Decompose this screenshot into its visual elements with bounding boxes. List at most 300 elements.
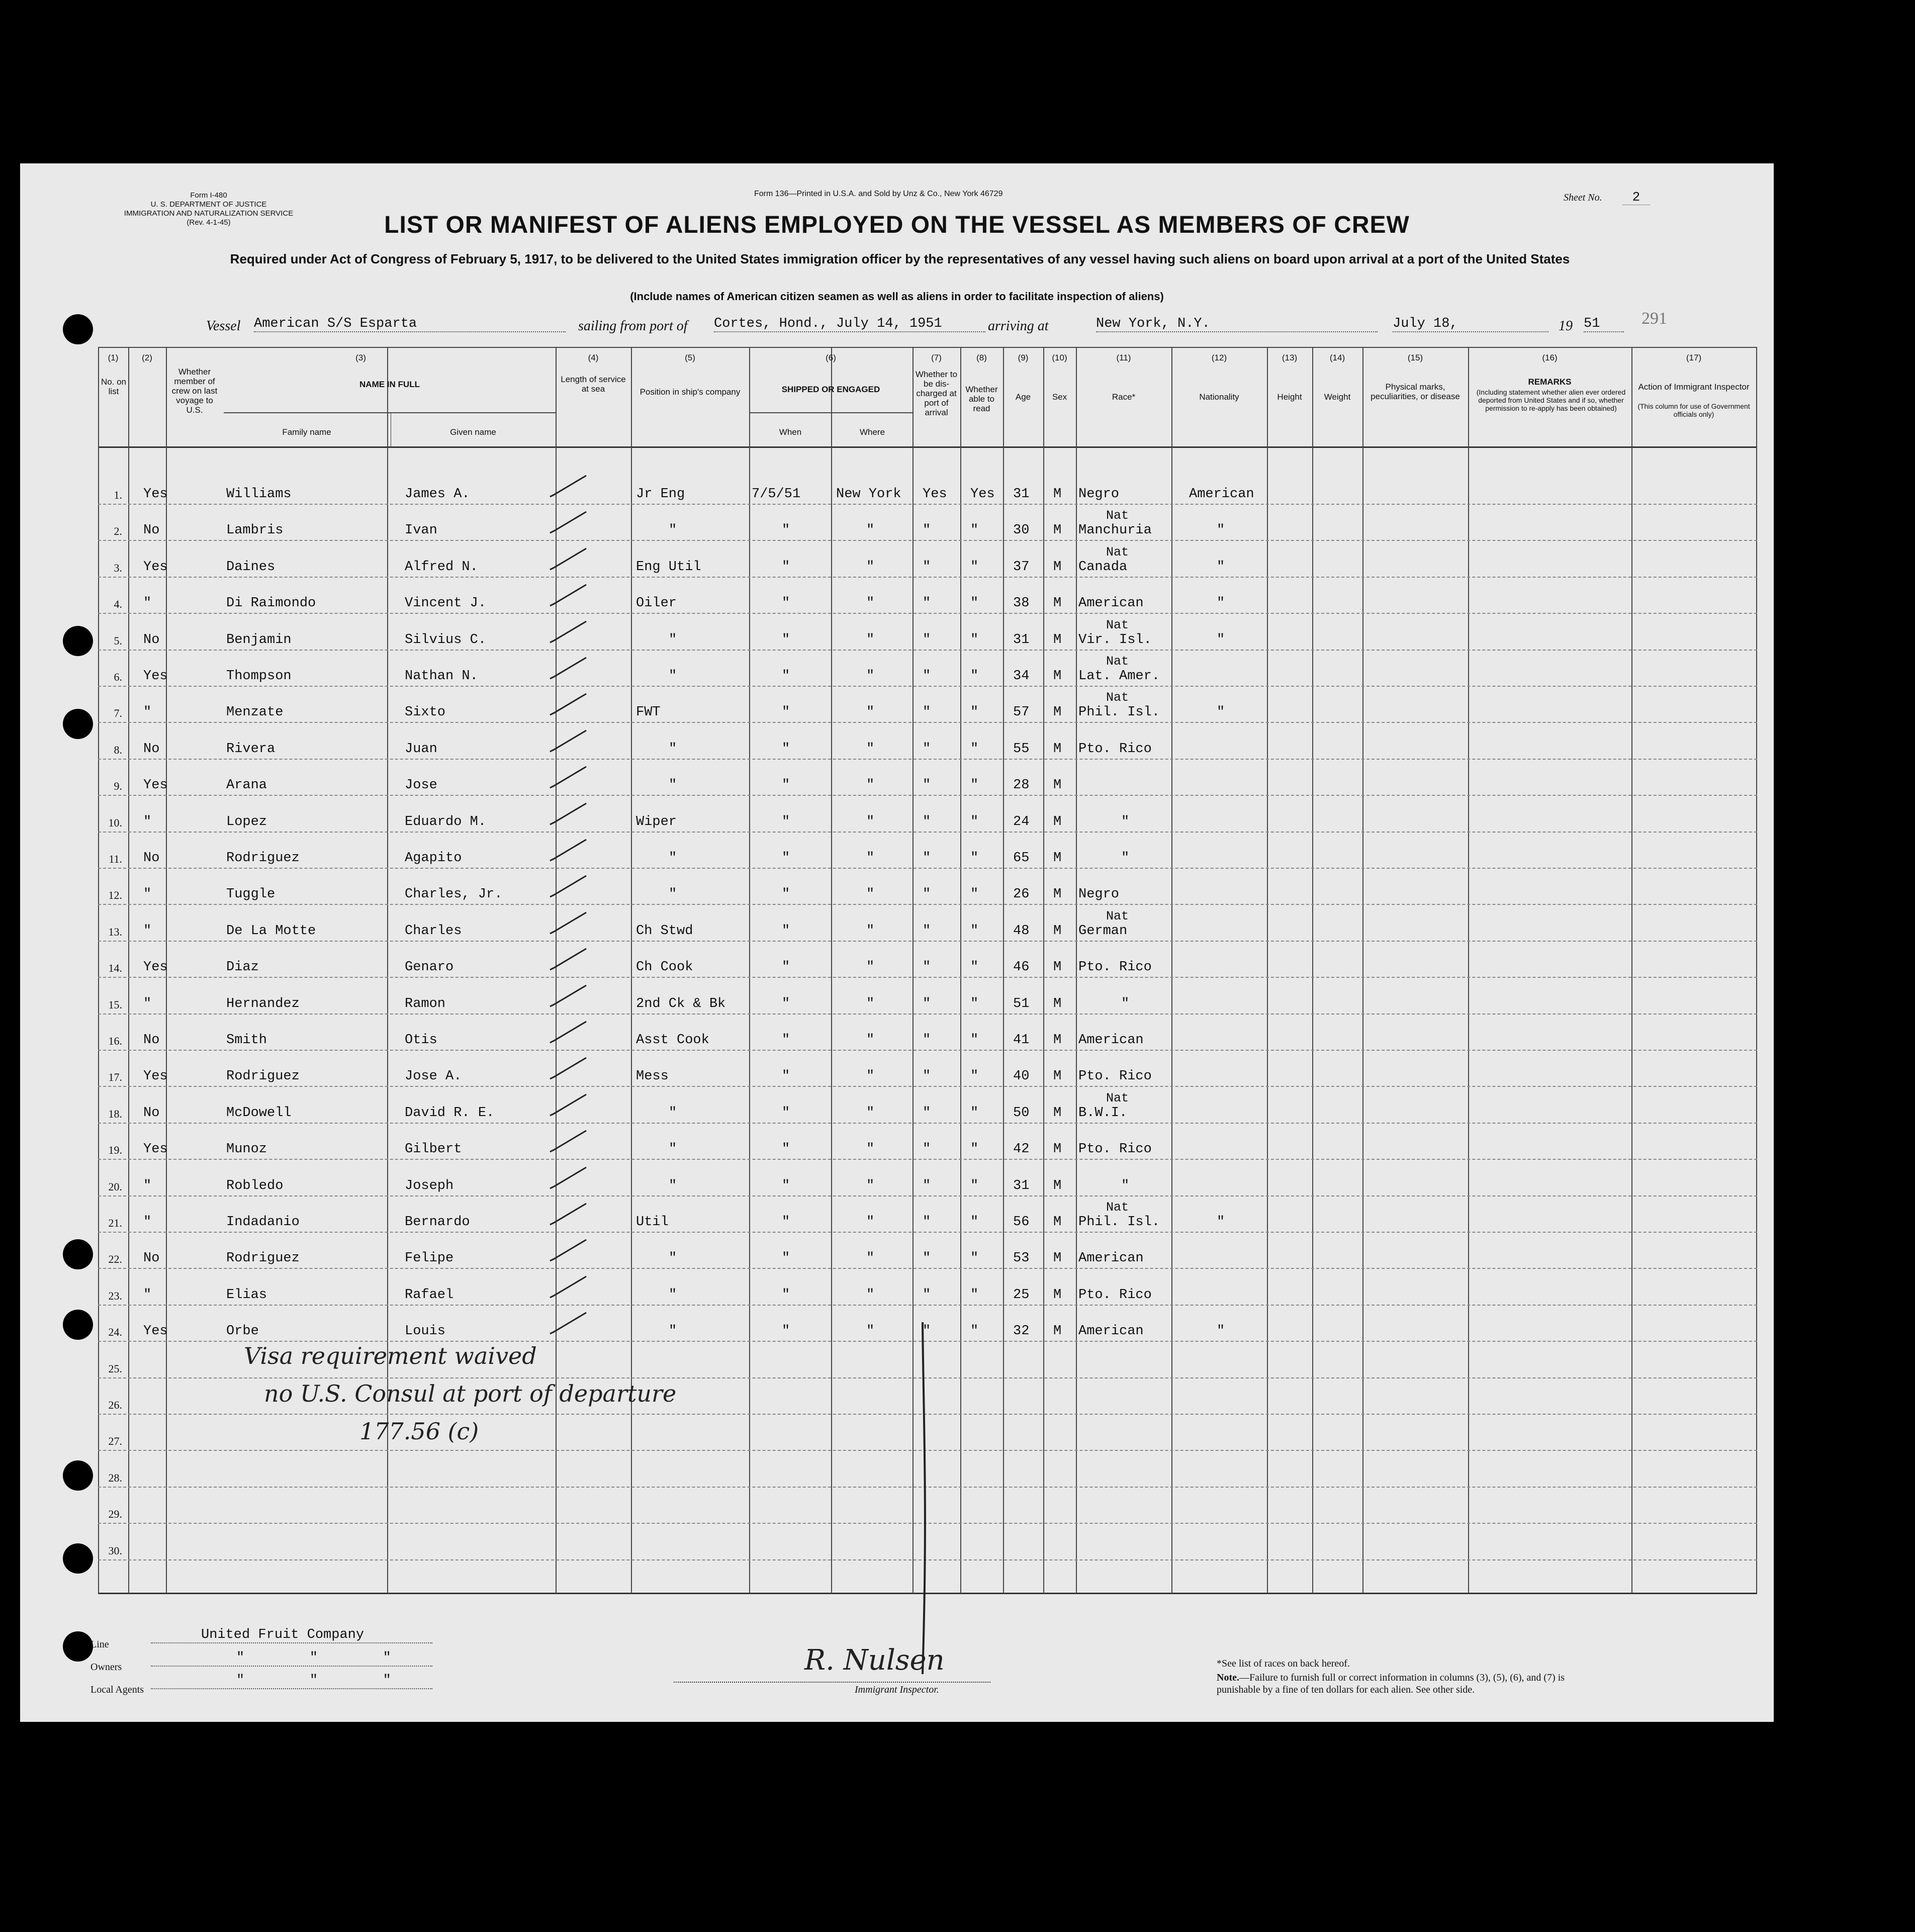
nationality-cell: " [1217, 632, 1225, 648]
family-name-cell: Indadanio [226, 1215, 300, 1230]
row-number: 5. [114, 634, 122, 647]
sex-cell: M [1053, 851, 1062, 866]
line-label: Line [90, 1639, 109, 1650]
service-tick-mark [548, 1166, 588, 1189]
race-cell: American [1078, 1251, 1144, 1266]
arrival-year: 51 [1584, 316, 1624, 332]
discharged-cell: " [923, 851, 931, 866]
col-head-sex: Sex [1052, 392, 1067, 402]
col-head-action-sub: (This column for use of Government officials only) [1637, 402, 1750, 418]
table-row [98, 469, 1757, 505]
position-cell: " [669, 1324, 677, 1339]
row-number: 28. [108, 1471, 122, 1484]
shipped-where-cell: " [866, 559, 875, 575]
punch-hole [63, 1239, 93, 1269]
document-title: LIST OR MANIFEST OF ALIENS EMPLOYED ON THE VESSEL AS MEMBERS OF CREW [384, 212, 1410, 238]
family-name-cell: Munoz [226, 1142, 267, 1157]
position-cell: " [669, 778, 677, 793]
position-cell: Ch Stwd [636, 923, 693, 939]
row-number: 4. [114, 598, 122, 611]
position-cell: Util [636, 1215, 669, 1230]
shipped-where-cell: New York [836, 487, 901, 502]
row-number: 16. [108, 1035, 122, 1047]
age-cell: 31 [1013, 1178, 1030, 1193]
given-name-cell: Jose A. [405, 1069, 462, 1084]
form-identifier: Form I-480 U. S. DEPARTMENT OF JUSTICE IMMIGRATION AND NATURALIZATION SERVICE (Rev. 4-1-45) [124, 191, 294, 227]
shipped-when-cell: " [782, 1324, 790, 1339]
family-name-cell: Elias [226, 1287, 267, 1303]
able-read-cell: " [970, 705, 979, 720]
family-name-cell: Daines [226, 559, 276, 575]
given-name-cell: Jose [405, 778, 437, 793]
family-name-cell: McDowell [226, 1105, 292, 1121]
shipped-where-cell: " [866, 596, 875, 611]
col-num-16: (16) [1542, 353, 1558, 362]
discharged-cell: " [923, 996, 931, 1011]
race-prefix-cell: Nat [1106, 690, 1129, 705]
race-cell: German [1078, 923, 1128, 939]
col-head-shipped: SHIPPED OR ENGAGED [781, 385, 880, 394]
service-tick-mark [548, 475, 588, 498]
able-read-cell: " [970, 1178, 979, 1193]
able-read-cell: " [970, 1105, 979, 1121]
arriving-label: arriving at [988, 318, 1049, 334]
table-row [98, 1051, 1757, 1087]
table-top-rule [98, 347, 1757, 348]
discharged-cell: " [923, 960, 931, 975]
table-row [98, 505, 1757, 541]
service-tick-mark [548, 693, 588, 716]
given-name-cell: Gilbert [405, 1142, 462, 1157]
sex-cell: M [1053, 669, 1062, 684]
position-cell: Oiler [636, 596, 677, 611]
shipped-when-cell: " [782, 1215, 790, 1230]
position-cell: " [669, 669, 677, 684]
able-read-cell: " [970, 1142, 979, 1157]
discharged-cell: " [923, 778, 931, 793]
col-head-family: Family name [282, 427, 331, 437]
handwritten-code-note: 177.56 (c) [359, 1418, 479, 1445]
col-head-read: Whether able to read [965, 385, 998, 413]
position-cell: Eng Util [636, 559, 701, 575]
position-cell: " [669, 887, 677, 902]
table-row [98, 1269, 1757, 1306]
penalty-note [1217, 1672, 1609, 1696]
able-read-cell: " [970, 851, 979, 866]
given-name-cell: James A. [405, 487, 470, 502]
position-cell: Jr Eng [636, 487, 685, 502]
discharged-cell: " [923, 523, 931, 538]
family-name-cell: Lambris [226, 523, 284, 538]
service-tick-mark [548, 1312, 588, 1335]
given-name-cell: Joseph [405, 1178, 454, 1193]
family-name-cell: Thompson [226, 669, 292, 684]
shipped-when-cell: " [782, 523, 790, 538]
service-tick-mark [548, 766, 588, 789]
member-cell: Yes [143, 559, 168, 575]
nationality-cell: American [1189, 487, 1254, 502]
inclusion-note: (Include names of American citizen seamen as well as aliens in order to facilitate inspection of aliens) [630, 290, 1164, 303]
discharged-cell: " [923, 705, 931, 720]
col-head-height: Height [1277, 392, 1302, 402]
row-number: 11. [109, 853, 122, 865]
service-tick-mark [548, 1021, 588, 1044]
arrival-port: New York, N.Y. [1096, 316, 1378, 332]
position-cell: " [669, 523, 677, 538]
sex-cell: M [1053, 705, 1062, 720]
discharged-cell: " [923, 1105, 931, 1121]
punch-hole [63, 1631, 93, 1662]
sex-cell: M [1053, 559, 1062, 575]
age-cell: 48 [1013, 923, 1030, 939]
shipped-when-cell: " [782, 887, 790, 902]
col-num-14: (14) [1329, 353, 1345, 362]
shipped-where-cell: " [866, 887, 875, 902]
table-row [98, 942, 1757, 978]
header-rule [98, 446, 1757, 448]
given-name-cell: David R. E. [405, 1105, 495, 1121]
able-read-cell: " [970, 1215, 979, 1230]
shipped-subrule [749, 412, 913, 413]
row-number: 2. [114, 525, 122, 538]
row-number: 8. [114, 743, 122, 756]
race-cell: Manchuria [1078, 523, 1152, 538]
table-row [98, 541, 1757, 578]
member-cell: Yes [143, 1324, 168, 1339]
col-head-remarks: REMARKS [1528, 377, 1572, 387]
given-name-cell: Louis [405, 1324, 446, 1339]
punch-hole [63, 1460, 93, 1491]
col-num-2: (2) [142, 353, 152, 362]
able-read-cell: " [970, 523, 979, 538]
able-read-cell: " [970, 814, 979, 830]
service-tick-mark [548, 875, 588, 898]
sex-cell: M [1053, 741, 1062, 757]
col-num-3: (3) [355, 353, 366, 362]
col-head-physical: Physical marks, peculiarities, or disease [1371, 382, 1460, 401]
col-head-no: No. on list [101, 377, 127, 396]
race-cell: Phil. Isl. [1078, 1215, 1160, 1230]
row-number: 22. [108, 1253, 122, 1266]
table-row [98, 869, 1757, 905]
given-name-cell: Eduardo M. [405, 814, 487, 830]
race-prefix-cell: Nat [1106, 617, 1129, 632]
line-value: United Fruit Company [151, 1627, 432, 1643]
given-name-cell: Charles, Jr. [405, 887, 503, 902]
shipped-when-cell: " [782, 559, 790, 575]
race-prefix-cell: Nat [1106, 508, 1129, 523]
name-subrule [224, 412, 556, 413]
table-row [98, 1233, 1757, 1269]
discharged-cell: " [923, 814, 931, 830]
member-cell: " [143, 1287, 152, 1303]
sex-cell: M [1053, 1142, 1062, 1157]
shipped-when-cell: " [782, 596, 790, 611]
manifest-sheet [20, 163, 1774, 1722]
race-cell: Pto. Rico [1078, 1142, 1152, 1157]
handwritten-vertical-stroke [913, 1322, 943, 1674]
age-cell: 65 [1013, 851, 1030, 866]
family-name-cell: Rodriguez [226, 851, 300, 866]
sex-cell: M [1053, 887, 1062, 902]
col-head-nationality: Nationality [1199, 392, 1239, 402]
given-name-cell: Alfred N. [405, 559, 478, 575]
able-read-cell: " [970, 887, 979, 902]
discharged-cell: " [923, 1324, 931, 1339]
sex-cell: M [1053, 632, 1062, 648]
service-tick-mark [548, 584, 588, 607]
row-number: 18. [108, 1107, 122, 1120]
sex-cell: M [1053, 996, 1062, 1011]
family-name-cell: Orbe [226, 1324, 259, 1339]
punch-hole [63, 626, 93, 656]
discharged-cell: " [923, 1178, 931, 1193]
family-name-cell: Benjamin [226, 632, 292, 648]
sex-cell: M [1053, 1105, 1062, 1121]
race-cell: Pto. Rico [1078, 960, 1152, 975]
owners-label: Owners [90, 1662, 122, 1673]
discharged-cell: " [923, 741, 931, 757]
discharged-cell: " [923, 1033, 931, 1048]
sex-cell: M [1053, 487, 1062, 502]
position-cell: Ch Cook [636, 960, 693, 975]
col-head-weight: Weight [1324, 392, 1351, 402]
discharged-cell: " [923, 923, 931, 939]
table-row [98, 687, 1757, 723]
punch-hole [63, 709, 93, 739]
race-prefix-cell: Nat [1106, 544, 1129, 560]
able-read-cell: " [970, 596, 979, 611]
race-cell: American [1078, 1033, 1144, 1048]
col-head-length: Length of service at sea [561, 375, 626, 394]
given-name-cell: Nathan N. [405, 669, 478, 684]
col-num-7: (7) [931, 353, 942, 362]
age-cell: 26 [1013, 887, 1030, 902]
age-cell: 38 [1013, 596, 1030, 611]
race-cell: Phil. Isl. [1078, 705, 1160, 720]
signature-line [674, 1682, 990, 1683]
family-name-cell: Lopez [226, 814, 267, 830]
given-name-cell: Vincent J. [405, 596, 487, 611]
shipped-where-cell: " [866, 632, 875, 648]
row-number: 20. [108, 1180, 122, 1193]
age-cell: 41 [1013, 1033, 1030, 1048]
table-row [98, 1015, 1757, 1051]
able-read-cell: " [970, 741, 979, 757]
col-head-age: Age [1015, 392, 1031, 402]
row-number: 14. [108, 962, 122, 975]
owners-value: " " " [151, 1650, 432, 1667]
table-row [98, 578, 1757, 614]
departure-port: Cortes, Hond., July 14, 1951 [714, 316, 985, 332]
service-tick-mark [548, 911, 588, 935]
document-subtitle: Required under Act of Congress of February 5, 1917, to be delivered to the United States immigration officer by the representatives of any vessel having such aliens on board upon arrival at a port of the United States [230, 251, 1570, 266]
local-agents-value: " " " [151, 1673, 432, 1689]
age-cell: 46 [1013, 960, 1030, 975]
shipped-when-cell: " [782, 778, 790, 793]
member-cell: Yes [143, 1142, 168, 1157]
given-name-cell: Charles [405, 923, 462, 939]
age-cell: 57 [1013, 705, 1030, 720]
shipped-where-cell: " [866, 1105, 875, 1121]
year-prefix: 19 [1559, 318, 1573, 334]
inspector-label: Immigrant Inspector. [855, 1684, 939, 1695]
table-row [98, 1197, 1757, 1233]
age-cell: 51 [1013, 996, 1030, 1011]
member-cell: No [143, 523, 160, 538]
col-num-9: (9) [1018, 353, 1029, 362]
family-name-cell: Robledo [226, 1178, 284, 1193]
page-stamp: 291 [1642, 309, 1667, 328]
col-num-13: (13) [1282, 353, 1298, 362]
row-number: 25. [108, 1362, 122, 1375]
member-cell: No [143, 1251, 160, 1266]
local-agents-label: Local Agents [90, 1684, 144, 1695]
shipped-when-cell: " [782, 996, 790, 1011]
family-name-cell: Rivera [226, 741, 276, 757]
sailing-label: sailing from port of [578, 318, 688, 334]
service-tick-mark [548, 1203, 588, 1226]
col-head-race: Race* [1112, 392, 1136, 402]
col-head-where: Where [859, 427, 885, 437]
row-number: 12. [108, 889, 122, 902]
member-cell: " [143, 596, 152, 611]
shipped-where-cell: " [866, 705, 875, 720]
service-tick-mark [548, 547, 588, 571]
position-cell: " [669, 1105, 677, 1121]
member-cell: " [143, 814, 152, 830]
shipped-where-cell: " [866, 778, 875, 793]
race-note: *See list of races on back hereof. [1217, 1658, 1350, 1669]
sex-cell: M [1053, 1033, 1062, 1048]
punch-hole [63, 314, 93, 344]
able-read-cell: " [970, 669, 979, 684]
shipped-where-cell: " [866, 814, 875, 830]
position-cell: " [669, 741, 677, 757]
age-cell: 56 [1013, 1215, 1030, 1230]
shipped-where-cell: " [866, 1287, 875, 1303]
age-cell: 28 [1013, 778, 1030, 793]
shipped-where-cell: " [866, 1324, 875, 1339]
race-prefix-cell: Nat [1106, 654, 1129, 669]
race-cell: " [1121, 1178, 1130, 1193]
able-read-cell: " [970, 960, 979, 975]
shipped-when-cell: 7/5/51 [752, 487, 801, 502]
given-name-cell: Silvius C. [405, 632, 487, 648]
arrival-date: July 18, [1393, 316, 1548, 332]
member-cell: " [143, 1215, 152, 1230]
service-tick-mark [548, 657, 588, 680]
age-cell: 32 [1013, 1324, 1030, 1339]
shipped-when-cell: " [782, 1033, 790, 1048]
col-num-4: (4) [588, 353, 599, 362]
table-row [98, 723, 1757, 760]
race-cell: Pto. Rico [1078, 1287, 1152, 1303]
sex-cell: M [1053, 923, 1062, 939]
handwritten-visa-note: Visa requirement waived [244, 1342, 537, 1369]
col-head-discharged: Whether to be dis-charged at port of arrival [915, 370, 958, 417]
member-cell: " [143, 923, 152, 939]
col-head-position: Position in ship's company [640, 387, 741, 397]
race-cell: " [1121, 996, 1130, 1011]
shipped-where-cell: " [866, 669, 875, 684]
shipped-when-cell: " [782, 1251, 790, 1266]
row-number: 30. [108, 1544, 122, 1557]
shipped-where-cell: " [866, 1069, 875, 1084]
position-cell: 2nd Ck & Bk [636, 996, 726, 1011]
shipped-where-cell: " [866, 1178, 875, 1193]
shipped-when-cell: " [782, 923, 790, 939]
age-cell: 34 [1013, 669, 1030, 684]
nationality-cell: " [1217, 523, 1225, 538]
discharged-cell: " [923, 1142, 931, 1157]
position-cell: Asst Cook [636, 1033, 709, 1048]
given-name-cell: Otis [405, 1033, 437, 1048]
vessel-line [206, 318, 1689, 338]
row-number: 10. [108, 816, 122, 829]
given-name-cell: Bernardo [405, 1215, 470, 1230]
shipped-where-cell: " [866, 1251, 875, 1266]
member-cell: " [143, 887, 152, 902]
able-read-cell: " [970, 1287, 979, 1303]
printer-notice: Form 136—Printed in U.S.A. and Sold by Unz & Co., New York 46729 [754, 190, 1003, 198]
position-cell: Wiper [636, 814, 677, 830]
member-cell: " [143, 996, 152, 1011]
family-name-cell: Rodriguez [226, 1069, 300, 1084]
discharged-cell: " [923, 559, 931, 575]
member-cell: Yes [143, 778, 168, 793]
age-cell: 50 [1013, 1105, 1030, 1121]
row-number: 3. [114, 561, 122, 574]
table-row [98, 760, 1757, 796]
note-text: —Failure to furnish full or correct information in columns (3), (5), (6), and (7) is punishable by a fine of ten dollars for each alien. See other side. [1217, 1672, 1565, 1695]
shipped-where-cell: " [866, 523, 875, 538]
race-cell: Negro [1078, 887, 1120, 902]
service-tick-mark [548, 1130, 588, 1153]
service-tick-mark [548, 802, 588, 825]
race-cell: Pto. Rico [1078, 741, 1152, 757]
given-name-cell: Juan [405, 741, 437, 757]
age-cell: 30 [1013, 523, 1030, 538]
col-head-name: NAME IN FULL [359, 380, 420, 389]
position-cell: " [669, 1251, 677, 1266]
col-head-remarks-sub: (Including statement whether alien ever ordered deported from United States and if so, whether permission to re-apply has been obtained) [1476, 388, 1626, 412]
shipped-where-cell: " [866, 960, 875, 975]
sex-cell: M [1053, 1215, 1062, 1230]
shipped-when-cell: " [782, 705, 790, 720]
punch-hole [63, 1543, 93, 1574]
service-tick-mark [548, 839, 588, 862]
discharged-cell: Yes [923, 487, 947, 502]
shipped-when-cell: " [782, 1178, 790, 1193]
able-read-cell: " [970, 996, 979, 1011]
family-name-cell: Arana [226, 778, 267, 793]
given-name-cell: Rafael [405, 1287, 454, 1303]
col-num-15: (15) [1407, 353, 1423, 362]
age-cell: 24 [1013, 814, 1030, 830]
table-row [98, 651, 1757, 687]
family-name-cell: Menzate [226, 705, 284, 720]
age-cell: 37 [1013, 559, 1030, 575]
shipped-where-cell: " [866, 1142, 875, 1157]
shipped-when-cell: " [782, 1069, 790, 1084]
discharged-cell: " [923, 887, 931, 902]
row-number: 23. [108, 1289, 122, 1302]
row-number: 21. [108, 1217, 122, 1229]
table-row [98, 1160, 1757, 1197]
table-row [98, 1124, 1757, 1160]
shipped-where-cell: " [866, 923, 875, 939]
